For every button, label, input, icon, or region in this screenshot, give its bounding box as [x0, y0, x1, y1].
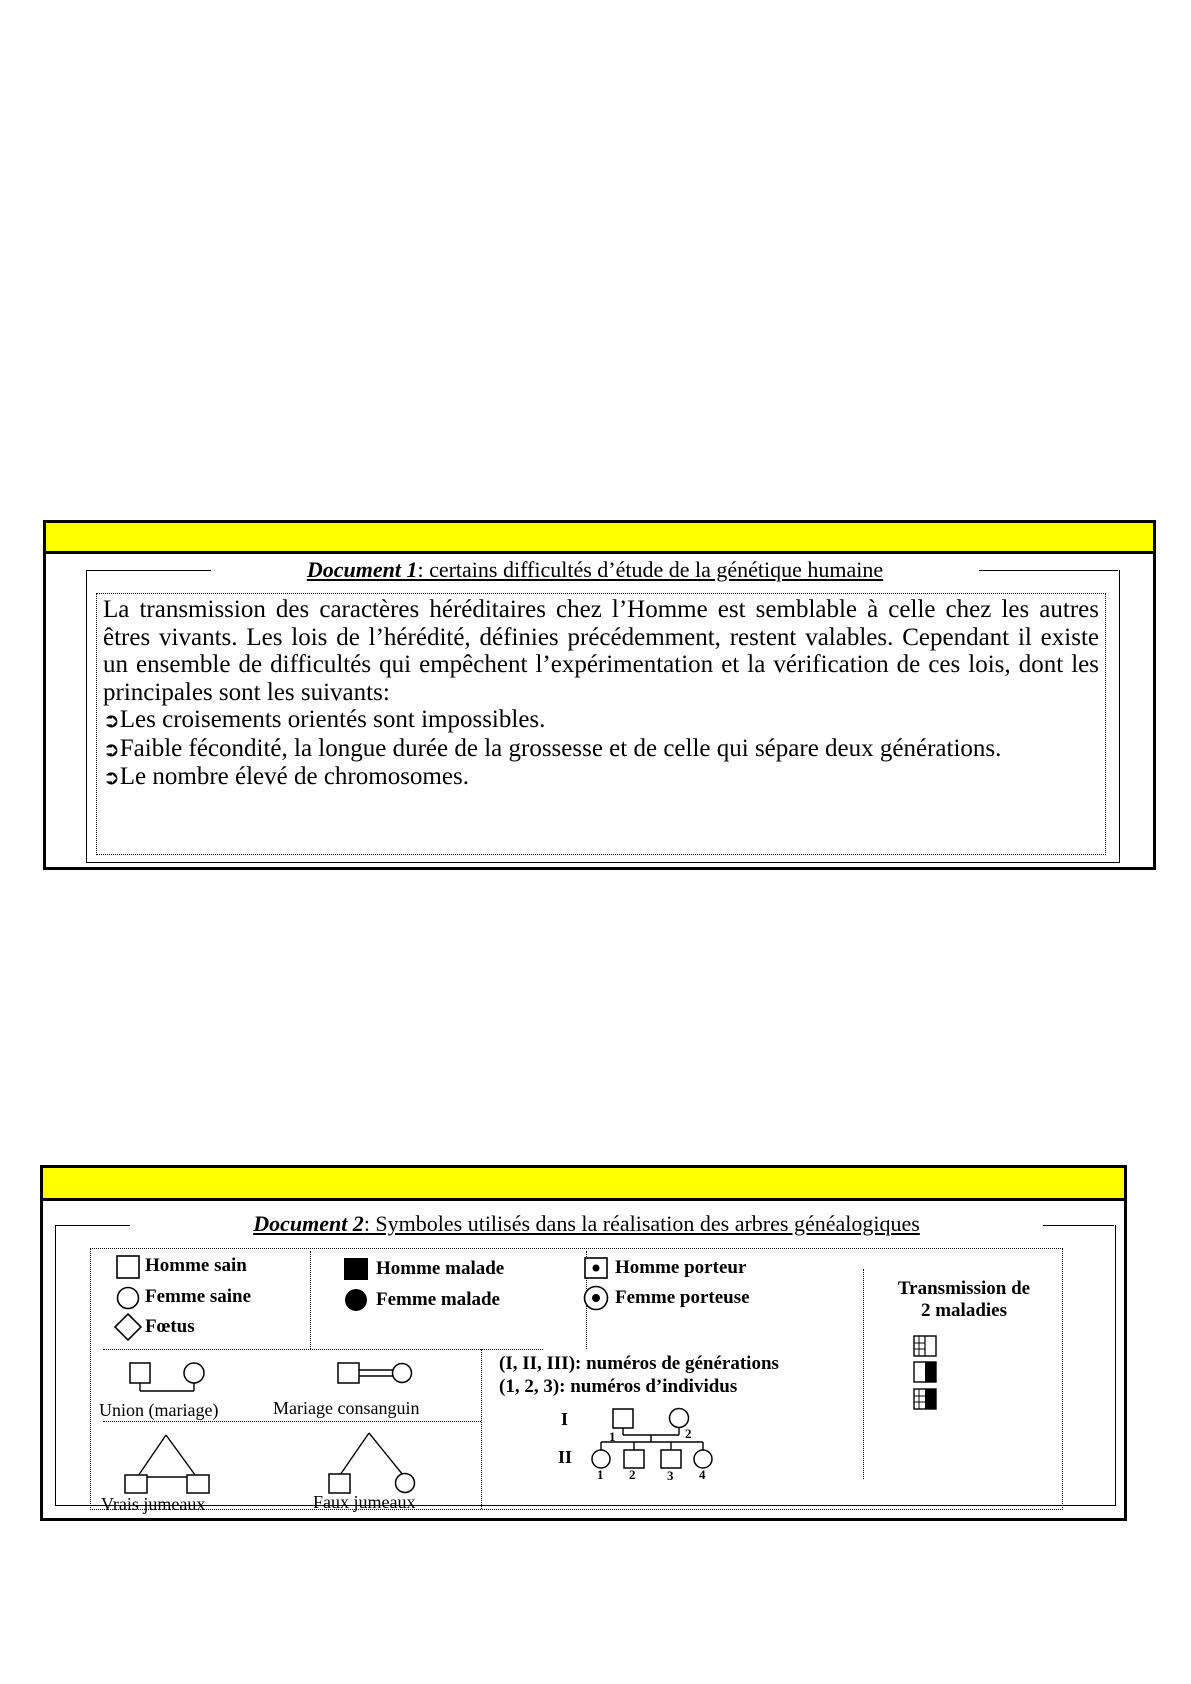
label-union: Union (mariage) [99, 1400, 219, 1420]
both-diseases-square-icon [913, 1388, 937, 1410]
document-2-panel [40, 1165, 1127, 1521]
carrier-woman-dotted-circle-icon [583, 1285, 609, 1311]
generation-label-II: II [558, 1447, 573, 1467]
list-item-text: Le nombre élevé de chromosomes. [119, 763, 469, 790]
example-pedigree-tree-icon [591, 1409, 731, 1489]
list-item [103, 735, 1099, 764]
label-transmission: Transmission de [897, 1278, 1031, 1299]
label-homme-sain: Homme sain [145, 1255, 247, 1276]
individual-number: 1 [597, 1467, 604, 1482]
document-1-text [96, 593, 1106, 855]
healthy-woman-circle-icon [116, 1286, 140, 1310]
yellow-header-band [46, 523, 1153, 554]
carrier-man-dotted-square-icon [584, 1257, 608, 1279]
disease-one-grid-square-icon [913, 1335, 937, 1357]
label-mariage-consanguin: Mariage consanguin [273, 1398, 420, 1418]
foetus-diamond-icon [114, 1313, 142, 1341]
arrow-bullet-icon: ➲ [103, 765, 120, 789]
label-homme-porteur: Homme porteur [615, 1257, 747, 1278]
union-mariage-diagram-icon [126, 1361, 216, 1397]
symbols-table [90, 1248, 1063, 1514]
intro-paragraph: La transmission des caractères héréditaires chez l’Homme est semblable à celle chez les autres êtres vivants. Les lois de l’hérédité, définies précédemment, restent valables. Cependant il existe un ensemble de difficultés qui empêchent l’expérimentation et la vérification de ces lois, dont les principales sont les suivants: [103, 596, 1099, 706]
consanguineous-marriage-diagram-icon [336, 1362, 416, 1386]
divider [103, 1421, 481, 1422]
divider [310, 1251, 311, 1349]
document-1-heading [211, 557, 979, 583]
label-vrais-jumeaux: Vrais jumeaux [101, 1494, 206, 1514]
label-foetus: Fœtus [145, 1316, 195, 1337]
document-2-heading [130, 1211, 1043, 1237]
document-title: : certains difficultés d’étude de la génétique humaine [417, 557, 884, 582]
list-item-text: Faible fécondité, la longue durée de la grossesse et de celle qui sépare deux générations. [119, 734, 1002, 762]
label-homme-malade: Homme malade [376, 1258, 505, 1279]
divider [863, 1269, 864, 1479]
divider [103, 1349, 543, 1350]
label-individual-numbers: (1, 2, 3): numéros d’individus [499, 1376, 738, 1397]
divider [481, 1349, 482, 1509]
document-label: Document 2 [253, 1211, 364, 1236]
label-generation-numbers: (I, II, III): numéros de générations [499, 1353, 779, 1374]
individual-number: 3 [667, 1468, 674, 1483]
label-femme-saine: Femme saine [145, 1286, 252, 1307]
label-femme-porteuse: Femme porteuse [615, 1287, 750, 1308]
fraternal-twins-diagram-icon [323, 1427, 433, 1493]
document-1-panel [43, 520, 1156, 870]
individual-number: 4 [699, 1467, 706, 1482]
affected-woman-filled-circle-icon [344, 1288, 368, 1312]
label-two-diseases: 2 maladies [920, 1300, 1008, 1321]
list-item [103, 706, 1099, 735]
arrow-bullet-icon: ➲ [103, 736, 120, 761]
document-title: : Symboles utilisés dans la réalisation des arbres généalogiques [363, 1211, 920, 1236]
disease-two-half-filled-square-icon [913, 1361, 937, 1383]
label-femme-malade: Femme malade [376, 1289, 500, 1310]
list-item [103, 763, 1099, 792]
affected-man-filled-square-icon [344, 1258, 368, 1280]
yellow-header-band [43, 1168, 1124, 1201]
label-faux-jumeaux: Faux jumeaux [313, 1492, 416, 1512]
individual-number: 1 [609, 1429, 616, 1444]
arrow-bullet-icon: ➲ [103, 708, 120, 732]
list-item-text: Les croisements orientés sont impossibles. [119, 706, 546, 733]
generation-label-I: I [561, 1409, 569, 1429]
identical-twins-diagram-icon [116, 1429, 226, 1495]
document-label: Document 1 [306, 557, 418, 582]
healthy-man-square-icon [116, 1255, 140, 1279]
individual-number: 2 [629, 1467, 636, 1482]
individual-number: 2 [685, 1426, 692, 1441]
